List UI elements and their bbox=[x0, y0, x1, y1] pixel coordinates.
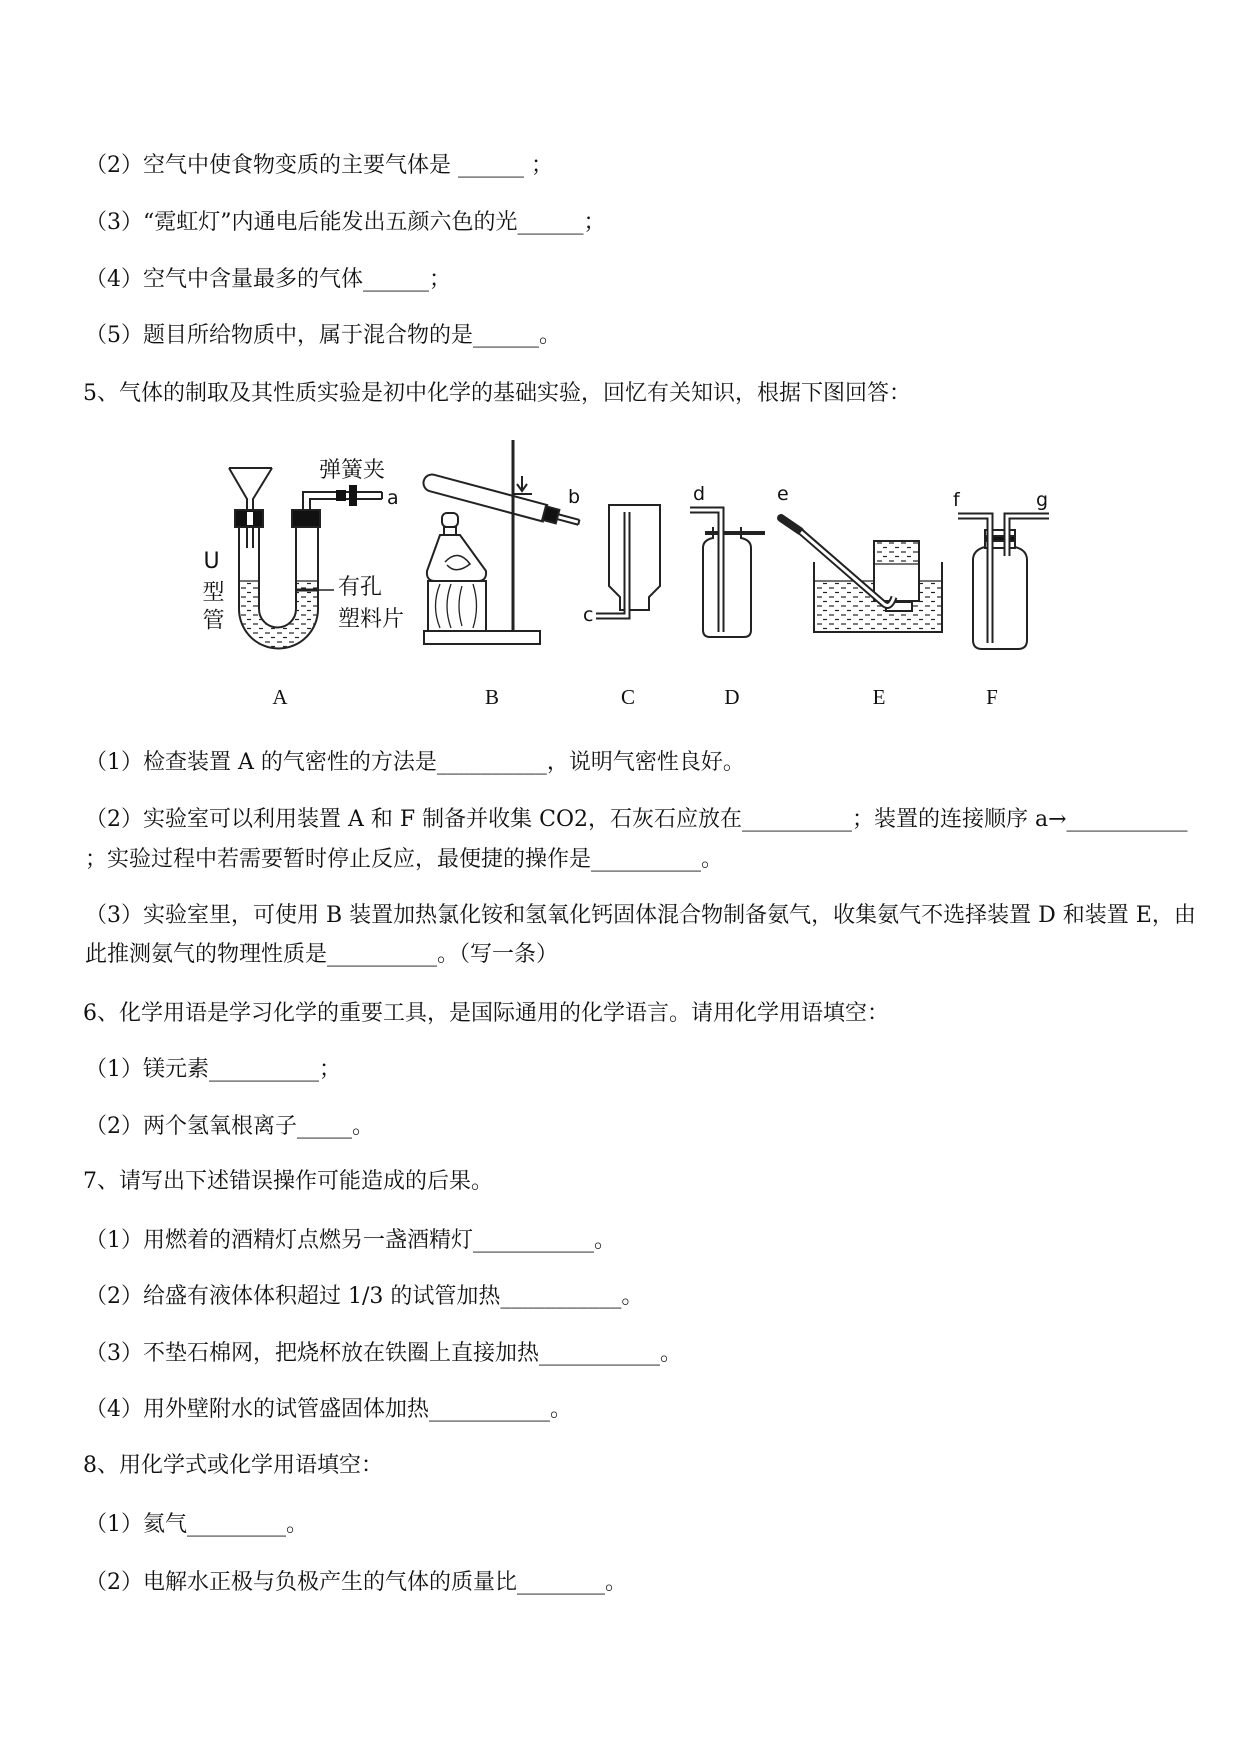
spring-clip-label: 弹簧夹 bbox=[319, 458, 386, 483]
caption-b: B bbox=[484, 685, 499, 709]
apparatus-figure bbox=[180, 430, 1060, 720]
lamp-cap bbox=[442, 513, 458, 527]
gas-jar-e-water bbox=[875, 542, 918, 564]
q6-stem: 6、化学用语是学习化学的重要工具，是国际通用的化学语言。请用化学用语填空： bbox=[83, 1001, 889, 1026]
q4-item-2: （2）空气中使食物变质的主要气体是 ______ ； bbox=[85, 153, 553, 178]
gas-bottle-f bbox=[973, 547, 1027, 649]
right-stopper bbox=[292, 510, 320, 527]
caption-c: C bbox=[620, 685, 635, 709]
bottle-c bbox=[609, 505, 660, 610]
q7-item-3: （3）不垫石棉网，把烧杯放在铁圈上直接加热___________。 bbox=[85, 1341, 682, 1366]
q4-item-3: （3）“霓虹灯”内通电后能发出五颜六色的光______； bbox=[85, 210, 606, 235]
apparatus-e bbox=[781, 518, 942, 632]
q7-stem: 7、请写出下述错误操作可能造成的后果。 bbox=[83, 1169, 493, 1194]
test-tube bbox=[422, 473, 549, 522]
left-stopper-hole bbox=[247, 512, 253, 525]
wooden-block bbox=[428, 581, 486, 631]
q7-item-2: （2）给盛有液体体积超过 1/3 的试管加热___________。 bbox=[85, 1284, 644, 1309]
q8-item-1: （1）氦气_________。 bbox=[85, 1512, 308, 1537]
apparatus-c bbox=[596, 505, 660, 616]
test-tube-stopper bbox=[542, 506, 559, 523]
q7-item-1: （1）用燃着的酒精灯点燃另一盏酒精灯___________。 bbox=[85, 1228, 616, 1253]
port-g-label: g bbox=[1036, 489, 1049, 511]
q5-stem: 5、气体的制取及其性质实验是初中化学的基础实验，回忆有关知识，根据下图回答： bbox=[83, 381, 911, 406]
apparatus-b bbox=[422, 440, 581, 644]
q5-item-2-cont: ；实验过程中若需要暂时停止反应，最便捷的操作是__________。 bbox=[85, 847, 724, 872]
q6-item-1: （1）镁元素__________； bbox=[85, 1057, 341, 1082]
apparatus-f bbox=[958, 516, 1049, 649]
caption-a: A bbox=[272, 685, 288, 709]
lamp-neck bbox=[444, 527, 456, 535]
rubber-tube-e bbox=[781, 518, 800, 531]
q7-item-4: （4）用外壁附水的试管盛固体加热___________。 bbox=[85, 1397, 572, 1422]
q8-item-2: （2）电解水正极与负极产生的气体的质量比________。 bbox=[85, 1570, 627, 1595]
q4-item-4: （4）空气中含量最多的气体______； bbox=[85, 267, 451, 292]
q8-stem: 8、用化学式或化学用语填空： bbox=[83, 1453, 383, 1478]
caption-f: F bbox=[986, 685, 998, 709]
q5-item-3: （3）实验室里，可使用 B 装置加热氯化铵和氢氧化钙固体混合物制备氨气，收集氨气不选择装置 D 和装置 E，由 bbox=[85, 903, 1196, 928]
porous-plate-label-1: 有孔 bbox=[338, 575, 383, 600]
caption-e: E bbox=[872, 685, 886, 709]
q5-item-2: （2）实验室可以利用装置 A 和 F 制备并收集 CO2，石灰石应放在__________；装置的连接顺序 a→___________ bbox=[85, 807, 1188, 832]
delivery-tube-b bbox=[557, 514, 580, 525]
port-e-label: e bbox=[777, 483, 789, 505]
gas-bottle-d bbox=[703, 527, 751, 637]
stand-base bbox=[424, 631, 540, 644]
porous-plate-label-2: 塑料片 bbox=[338, 607, 405, 632]
clamp-arrow-icon bbox=[517, 476, 527, 491]
apparatus-d bbox=[690, 510, 765, 637]
u-tube-label: U型管 bbox=[199, 549, 224, 636]
caption-d: D bbox=[724, 685, 740, 709]
q5-item-1: （1）检查装置 A 的气密性的方法是__________，说明气密性良好。 bbox=[85, 750, 745, 775]
spring-clip-body bbox=[349, 485, 357, 506]
port-b-label: b bbox=[568, 486, 581, 508]
funnel bbox=[229, 468, 272, 548]
port-f-label: f bbox=[953, 489, 960, 511]
port-d-label: d bbox=[693, 483, 706, 505]
q5-item-3-cont: 此推测氨气的物理性质是__________。（写一条） bbox=[85, 942, 559, 967]
port-a-label: a bbox=[387, 487, 399, 509]
port-c-label: c bbox=[583, 604, 594, 626]
alcohol-lamp bbox=[427, 535, 486, 581]
q6-item-2: （2）两个氢氧根离子_____。 bbox=[85, 1114, 374, 1139]
spring-clip bbox=[336, 490, 346, 501]
q4-item-5: （5）题目所给物质中，属于混合物的是______。 bbox=[85, 323, 561, 348]
